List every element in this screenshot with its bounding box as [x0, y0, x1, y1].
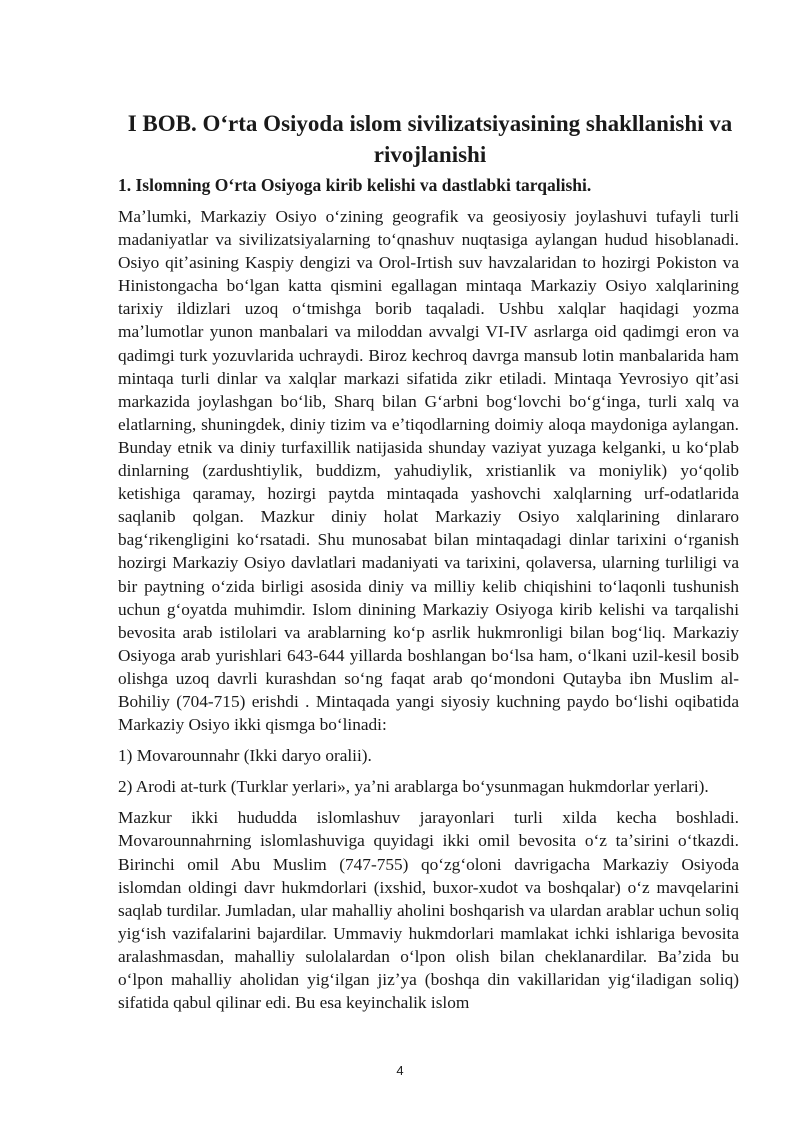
paragraph: Mazkur ikki hududda islomlashuv jarayonlari turli xilda kecha boshladi. Movarounnahrning islomlashuviga quyidagi ikki omil bevosita oʻz taʼsirini oʻtkazdi. Birinchi omil Abu Muslim (747-755) qoʻzgʻoloni davrigacha Markaziy Osiyoda islomdan oldingi davr hukmdorlari (ixshid, buxor-xudot va boshqalar) oʻz mavqelarini saqlab turdilar. Jumladan, ular mahalliy aholini boshqarish va ulardan arablar uchun soliq yigʻish vazifalarini bajardilar. Ummaviy hukmdorlari mamlakat ichki ishlariga bevosita aralashmasdan, mahalliy sulolalardan oʻlpon olish bilan cheklanardilar. Baʼzida bu oʻlpon mahalliy aholidan yigʻilgan jizʼya (boshqa din vakillaridan yigʻiladigan soliq) sifatida qabul qilinar edi. Bu esa keyinchalik islom [118, 808, 739, 1013]
page-number: 4 [396, 1063, 404, 1078]
list-item: 1) Movarounnahr (Ikki daryo oralii). [118, 746, 372, 766]
section-heading: 1. Islomning Oʻrta Osiyoga kirib kelishi va dastlabki tarqalishi. [118, 175, 592, 195]
paragraph: Maʼlumki, Markaziy Osiyo oʻzining geografik va geosiyosiy joylashuvi tufayli turli madaniyatlar va sivilizatsiyalarning toʻqnashuv nuqtasiga aylangan hudud hisoblanadi. Osiyo qitʼasining Kaspiy dengizi va Orol-Irtish suv havzalaridan to hozirgi Pokiston va Hinistongacha boʻlgan katta qismini egallagan mintaqa Markaziy Osiyo xalqlarining tarixiy ildizlari uzoq oʻtmishga borib taqaladi. Ushbu xalqlar haqidagi yozma maʼlumotlar yunon manbalari va miloddan avvalgi VI-IV asrlarga oid qadimgi eron va qadimgi turk yozuvlarida uchraydi. Biroz kechroq davrga mansub lotin manbalarida ham mintaqa turli dinlar va xalqlar markazi sifatida zikr etiladi. Mintaqa Yevrosiyo qitʼasi markazida joylashgan boʻlib, Sharq bilan Gʻarbni bogʻlovchi boʻgʻinga, turli xalq va elatlarning, shuningdek, diniy tizim va eʼtiqodlarning doimiy aloqa maydoniga aylangan. Bunday etnik va diniy turfaxillik natijasida shunday vaziyat yuzaga kelganki, u koʻplab dinlarning (zardushtiylik, buddizm, yahudiylik, xristianlik va moniylik) yoʻqolib ketishiga qaramay, hozirgi paytda mintaqada yashovchi xalqlarning urf-odatlarida saqlanib qolgan. Mazkur diniy holat Markaziy Osiyo xalqlarining dinlararo bagʻrikengligini koʻrsatadi. Shu munosabat bilan mintaqadagi dinlar tarixini oʻrganish hozirgi Markaziy Osiyo davlatlari madaniyati va tarixini, qolaversa, ularning turliligi va bir paytning oʻzida birligi asosida diniy va milliy kelib chiqishini toʻlaqonli tushunish uchun gʻoyatda muhimdir. Islom dinining Markaziy Osiyoga kirib kelishi va tarqalishi bevosita arab istilolari va arablarning koʻp asrlik hukmronligi bilan bogʻliq. Markaziy Osiyoga arab yurishlari 643-644 yillarda boshlangan boʻlsa ham, oʻlkani uzil-kesil bosib olishga uzoq davrli kurashdan soʻng faqat arab qoʻmondoni Qutayba ibn Muslim al-Bohiliy (704-715) erishdi . Mintaqada yangi siyosiy kuchning paydo boʻlishi oqibatida Markaziy Osiyo ikki qismga boʻlinadi: [118, 207, 739, 735]
body-text [118, 205, 739, 1022]
chapter-title: I BOB. Oʻrta Osiyoda islom sivilizatsiyasining shakllanishi va rivojlanishi [127, 111, 733, 167]
list-item: 2) Arodi at-turk (Turklar yerlari», yaʼni arablarga boʻysunmagan hukmdorlar yerlari). [118, 777, 709, 797]
